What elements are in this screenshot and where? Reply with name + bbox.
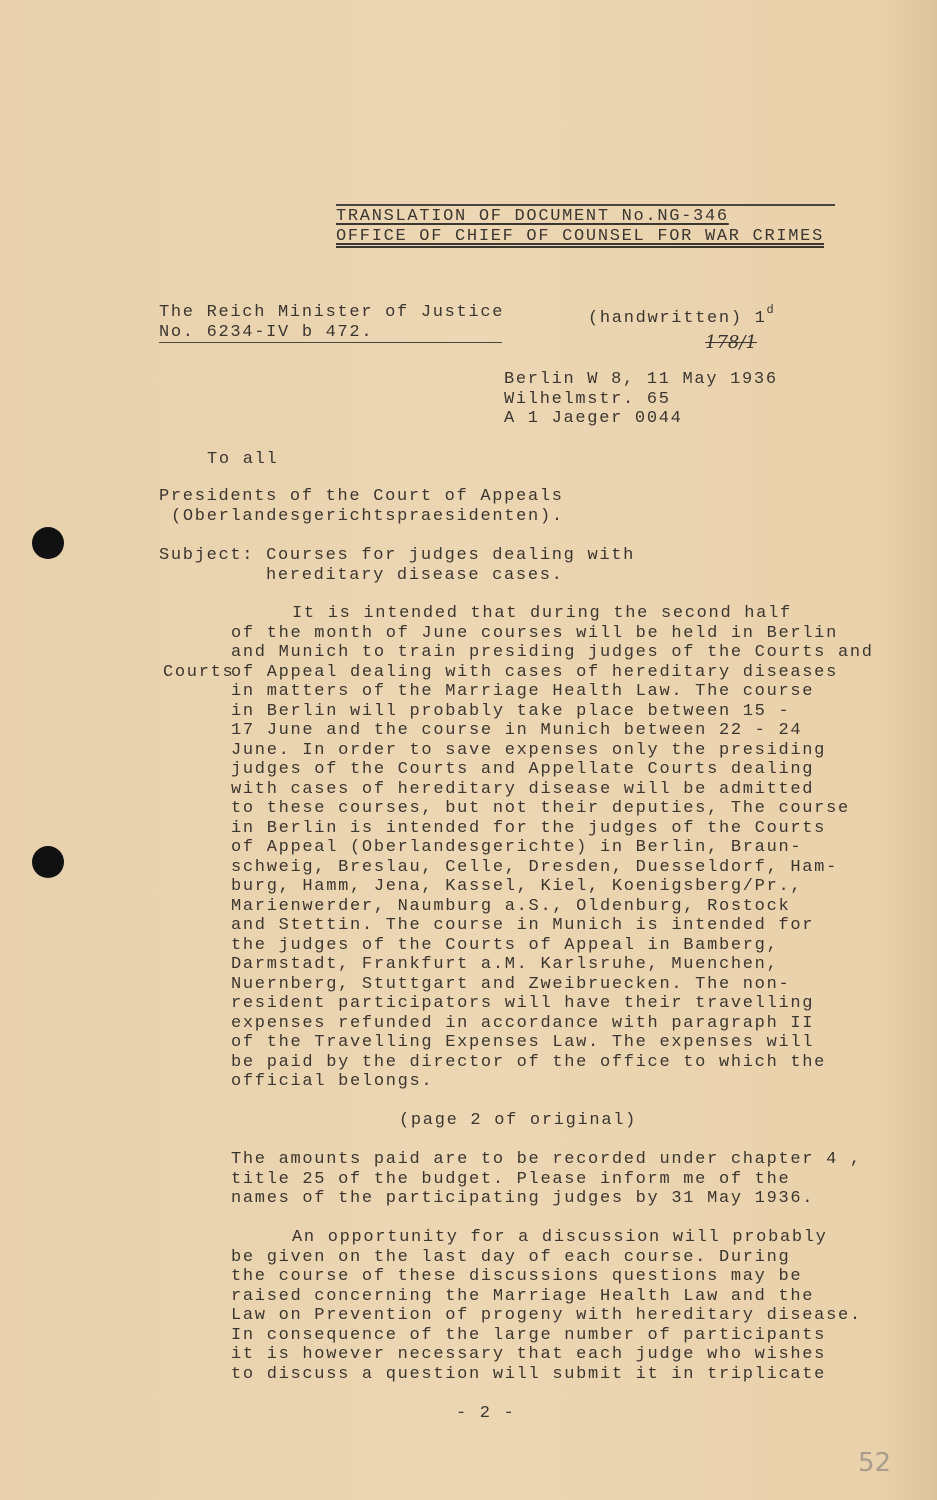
document-header xyxy=(336,204,835,246)
text-line: Nuernberg, Stuttgart and Zweibruecken. The non- xyxy=(231,974,791,994)
text-line: It is intended that during the second half xyxy=(292,604,792,623)
text-line: Berlin W 8, 11 May 1936 xyxy=(504,370,778,389)
handwritten-label: (handwritten) 1 xyxy=(588,309,767,328)
text-line: TRANSLATION OF DOCUMENT No.NG-346 xyxy=(336,207,729,226)
text-line: of the month of June courses will be held in Berlin xyxy=(231,623,838,643)
paragraph-1 xyxy=(231,604,874,1092)
text-line: expenses refunded in accordance with paragraph II xyxy=(231,1013,815,1033)
text-line: in matters of the Marriage Health Law. The course xyxy=(231,682,815,701)
text-line: official belongs. xyxy=(231,1072,434,1091)
subject-line xyxy=(159,546,635,585)
text-line: The Reich Minister of Justice xyxy=(159,303,505,322)
text-line: (Oberlandesgerichtspraesidenten). xyxy=(171,506,564,526)
text-line: the judges of the Courts of Appeal in Bamberg, xyxy=(231,935,779,955)
text-line: Wilhelmstr. 65 xyxy=(504,389,671,409)
punch-hole xyxy=(32,527,64,559)
text-line: raised concerning the Marriage Health Law and the xyxy=(231,1286,815,1306)
text-line: Subject: Courses for judges dealing with xyxy=(159,546,636,565)
salutation xyxy=(207,450,278,470)
archive-stamp-number: 52 xyxy=(858,1448,892,1478)
page-number xyxy=(456,1404,516,1424)
text-line: Presidents of the Court of Appeals xyxy=(159,487,564,506)
text-line: be given on the last day of each course. During xyxy=(231,1247,791,1267)
text-line: (page 2 of original) xyxy=(399,1111,638,1130)
text-line: names of the participating judges by 31 May 1936. xyxy=(231,1189,815,1208)
text-line: resident participators will have their travelling xyxy=(231,994,815,1013)
handwritten-sup: d xyxy=(766,303,774,317)
text-line: - 2 - xyxy=(456,1404,516,1423)
text-line: hereditary disease cases. xyxy=(266,565,564,585)
paragraph-3 xyxy=(231,1228,862,1384)
text-line: In consequence of the large number of participants xyxy=(231,1325,827,1345)
text-line: To all xyxy=(207,450,279,469)
text-line: of Appeal (Oberlandesgerichte) in Berlin, Braun- xyxy=(231,838,803,857)
paragraph-2 xyxy=(231,1150,862,1209)
text-line: it is however necessary that each judge who wishes xyxy=(231,1345,827,1364)
handwritten-number: 178/1 xyxy=(705,332,757,353)
text-line: 17 June and the course in Munich between 22 - 24 xyxy=(231,721,803,740)
text-line: Courts xyxy=(163,663,235,682)
text-line: be paid by the director of the office to which the xyxy=(231,1052,827,1072)
text-line: Law on Prevention of progeny with hereditary disease. xyxy=(231,1306,862,1325)
punch-hole xyxy=(32,846,64,878)
text-line: with cases of hereditary disease will be admitted xyxy=(231,779,815,799)
page-marker xyxy=(399,1111,637,1131)
text-line: June. In order to save expenses only the presiding xyxy=(231,740,827,760)
sender-block xyxy=(159,303,504,343)
text-line: burg, Hamm, Jena, Kassel, Kiel, Koenigsberg/Pr., xyxy=(231,877,803,896)
text-line: to these courses, but not their deputies, The course xyxy=(231,799,850,818)
handwritten-note xyxy=(588,301,774,329)
margin-note xyxy=(163,663,234,683)
text-line: The amounts paid are to be recorded under chapter 4 , xyxy=(231,1150,862,1169)
text-line: Darmstadt, Frankfurt a.M. Karlsruhe, Muenchen, xyxy=(231,955,779,974)
text-line: title 25 of the budget. Please inform me of the xyxy=(231,1169,791,1189)
text-line: OFFICE OF CHIEF OF COUNSEL FOR WAR CRIMES xyxy=(336,226,824,246)
text-line: judges of the Courts and Appellate Courts dealing xyxy=(231,760,815,779)
text-line: of the Travelling Expenses Law. The expenses will xyxy=(231,1033,815,1052)
text-line: of Appeal dealing with cases of hereditary diseases xyxy=(231,662,838,682)
text-line: in Berlin is intended for the judges of the Courts xyxy=(231,818,827,838)
text-line: and Stettin. The course in Munich is intended for xyxy=(231,916,815,935)
text-line: in Berlin will probably take place between 15 - xyxy=(231,701,791,721)
text-line: schweig, Breslau, Celle, Dresden, Duesseldorf, Ham- xyxy=(231,857,838,877)
text-line: No. 6234-IV b 472. xyxy=(159,323,502,343)
text-line: and Munich to train presiding judges of the Courts and xyxy=(231,643,874,662)
text-line: An opportunity for a discussion will probably xyxy=(292,1228,828,1247)
recipients xyxy=(159,487,564,526)
text-line: A 1 Jaeger 0044 xyxy=(504,409,683,428)
address-block xyxy=(504,370,778,429)
text-line: to discuss a question will submit it in triplicate xyxy=(231,1364,827,1384)
text-line: Marienwerder, Naumburg a.S., Oldenburg, Rostock xyxy=(231,896,791,916)
text-line: the course of these discussions questions may be xyxy=(231,1267,803,1286)
